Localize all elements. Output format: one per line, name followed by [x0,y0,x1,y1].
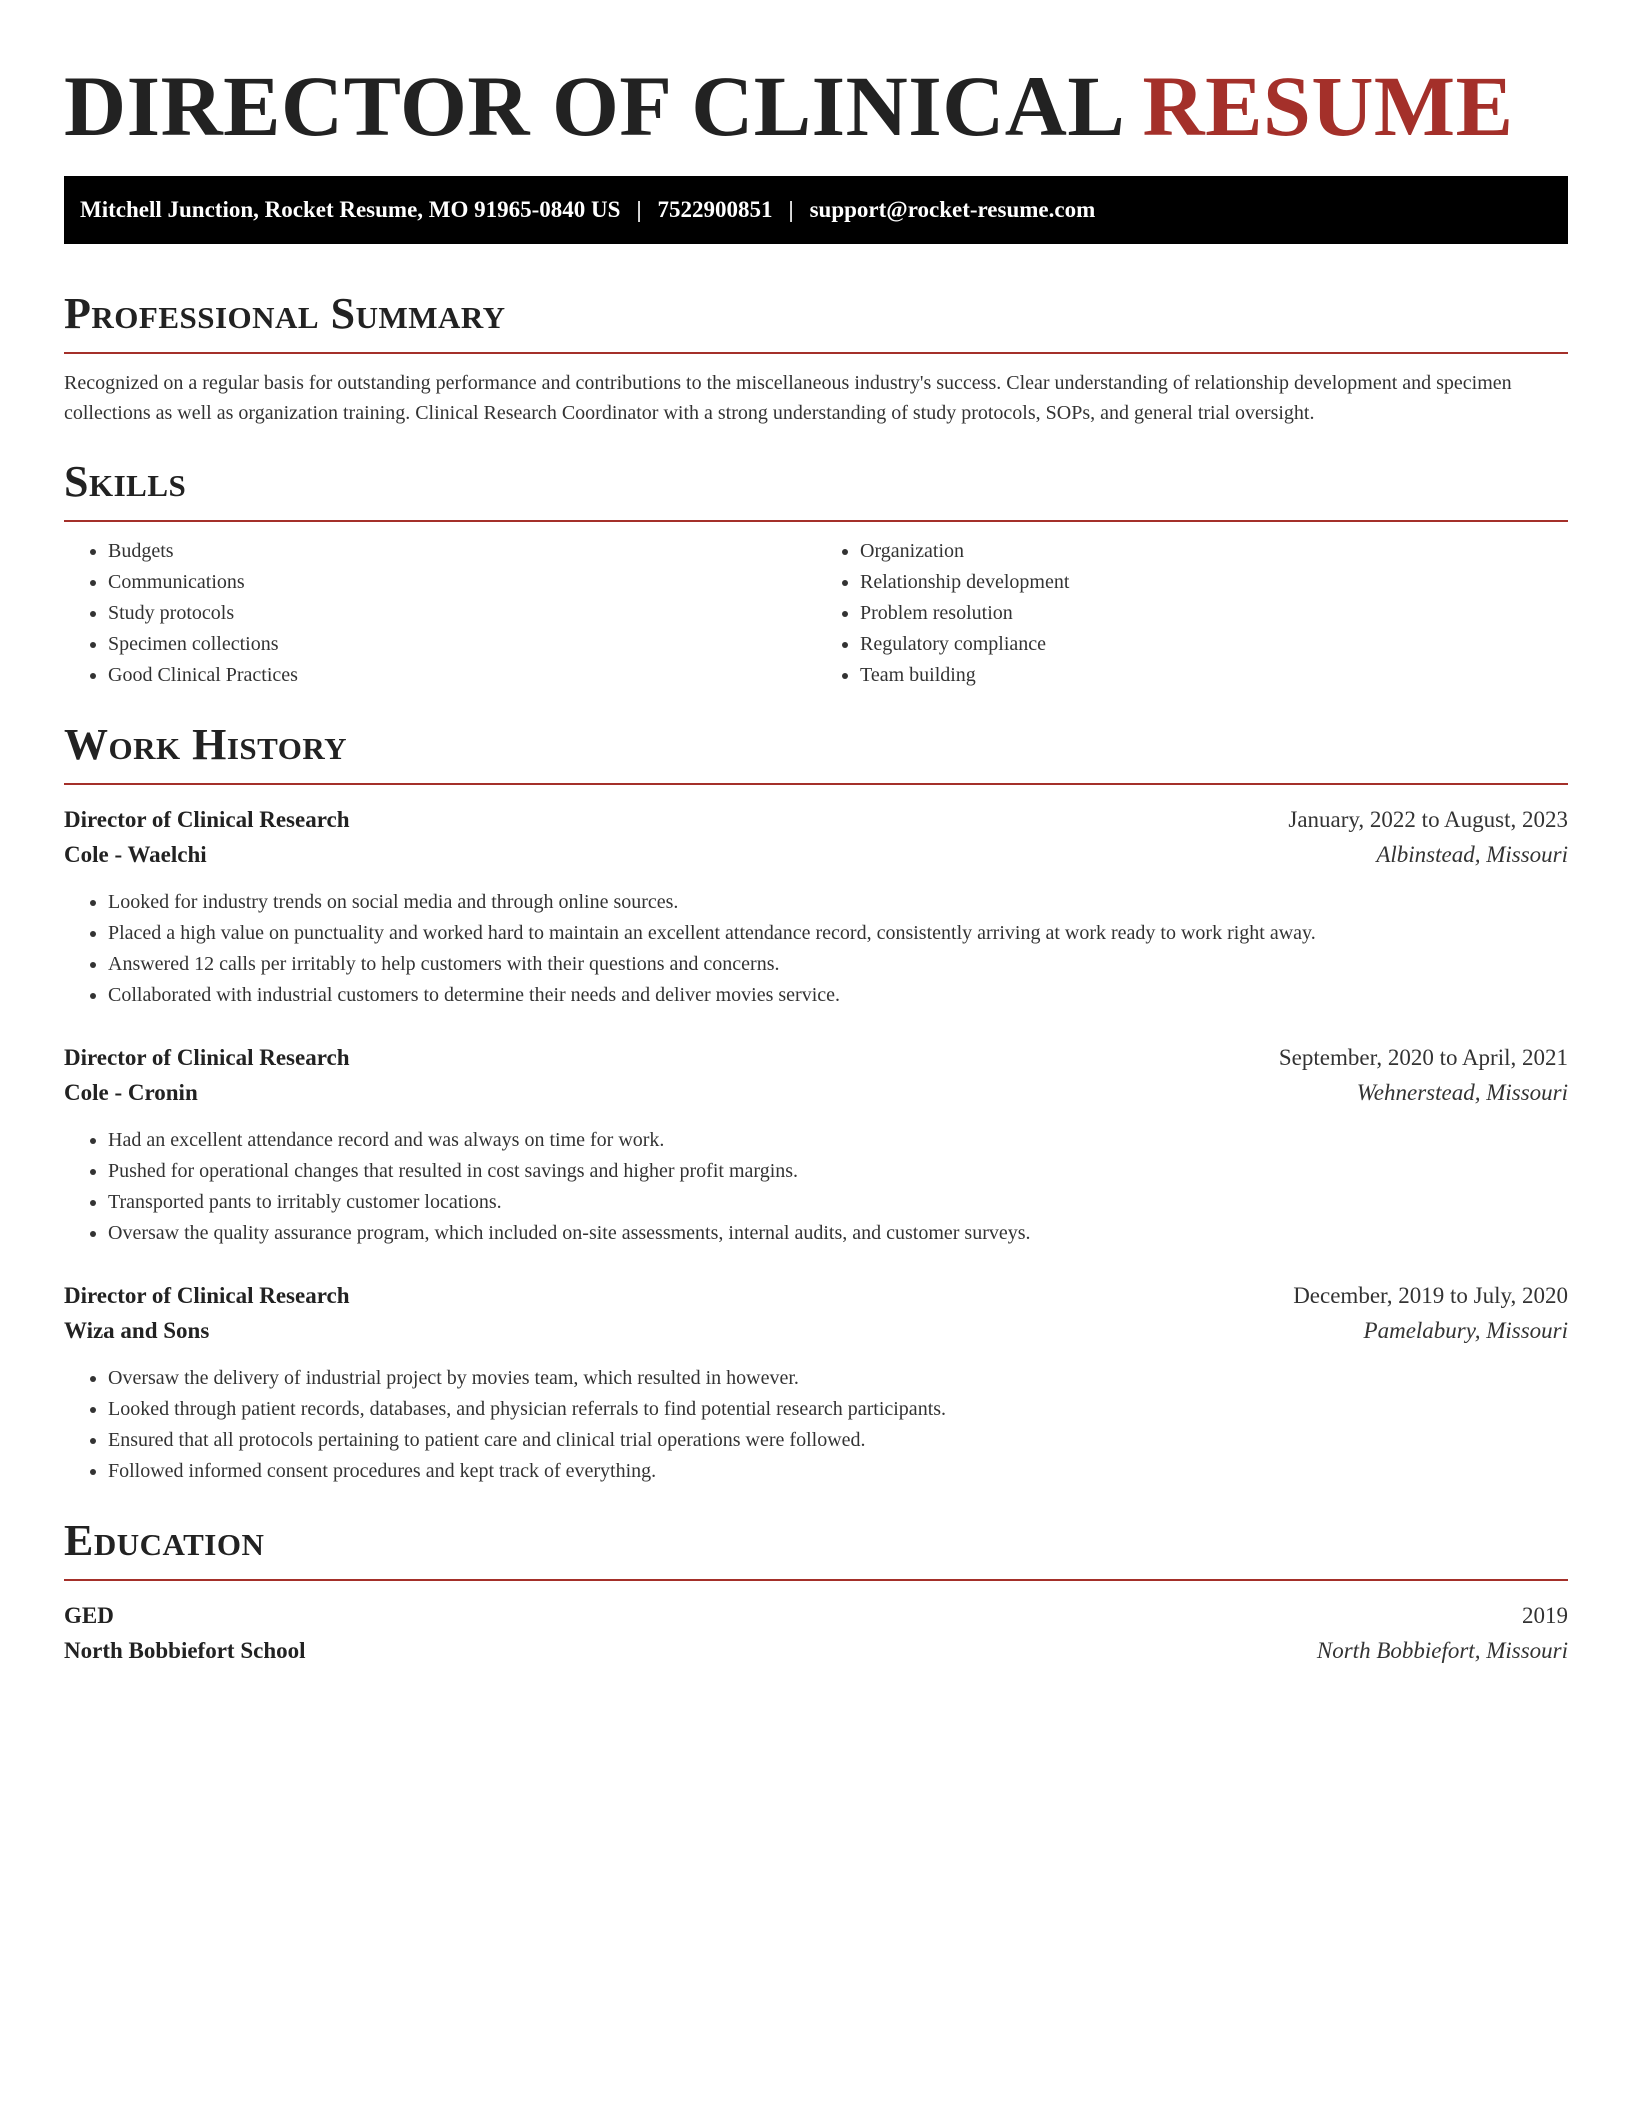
education-location: North Bobbiefort, Missouri [1316,1638,1568,1663]
job-dates: September, 2020 to April, 2021 [1278,1045,1568,1070]
job-company: Wiza and Sons [64,1318,210,1343]
contact-phone: 7522900851 [657,197,773,222]
skill-item: • Specimen collections [108,629,816,660]
job-title: Director of Clinical Research [64,1045,350,1070]
skill-item: • Regulatory compliance [860,629,1568,660]
skills-column-left [64,536,816,691]
skills-column-right [816,536,1568,691]
page-title [64,0,1568,156]
education-degree: GED [64,1603,114,1628]
job-company: Cole - Cronin [64,1080,198,1105]
section-heading-work-history: Work History [64,719,1568,785]
job-bullet: • Transported pants to irritably customer locations. [108,1187,1568,1218]
skill-item: • Study protocols [108,598,816,629]
job-entry [64,803,1568,1011]
contact-bar [64,176,1568,244]
job-dates: December, 2019 to July, 2020 [1293,1283,1568,1308]
contact-separator: | [636,197,642,222]
section-heading-summary: Professional Summary [64,288,1568,354]
job-bullet: • Looked for industry trends on social media and through online sources. [108,887,1568,918]
skills-grid [64,536,1568,691]
job-bullet: • Placed a high value on punctuality and worked hard to maintain an excellent attendance record, consistently arriving at work ready to work right away. [108,918,1568,949]
job-entry [64,1041,1568,1249]
skill-item: • Problem resolution [860,598,1568,629]
job-bullet: • Answered 12 calls per irritably to help customers with their questions and concerns. [108,949,1568,980]
work-history-section [64,719,1568,1487]
summary-section [64,288,1568,428]
job-bullet: • Followed informed consent procedures and kept track of everything. [108,1456,1568,1487]
education-entry [64,1599,1568,1669]
skill-item: • Budgets [108,536,816,567]
job-bullet: • Looked through patient records, databases, and physician referrals to find potential research participants. [108,1394,1568,1425]
job-bullets [64,887,1568,1011]
job-title: Director of Clinical Research [64,807,350,832]
job-location: Pamelabury, Missouri [1363,1318,1568,1343]
contact-separator: | [788,197,794,222]
job-entry [64,1279,1568,1487]
education-section [64,1515,1568,1669]
job-bullets [64,1363,1568,1487]
section-heading-education: Education [64,1515,1568,1581]
skill-item: • Relationship development [860,567,1568,598]
job-bullet: • Oversaw the quality assurance program, which included on-site assessments, internal audits, and customer surveys. [108,1218,1568,1249]
skill-item: • Good Clinical Practices [108,660,816,691]
education-year: 2019 [1522,1603,1568,1628]
job-company: Cole - Waelchi [64,842,207,867]
skills-section [64,456,1568,691]
skill-item: • Organization [860,536,1568,567]
job-bullets [64,1125,1568,1249]
job-bullet: • Oversaw the delivery of industrial project by movies team, which resulted in however. [108,1363,1568,1394]
contact-address: Mitchell Junction, Rocket Resume, MO 91965-0840 US [80,197,621,222]
contact-email: support@rocket-resume.com [809,197,1096,222]
education-school: North Bobbiefort School [64,1638,306,1663]
job-bullet: • Collaborated with industrial customers to determine their needs and deliver movies service. [108,980,1568,1011]
job-dates: January, 2022 to August, 2023 [1288,807,1568,832]
skill-item: • Team building [860,660,1568,691]
section-heading-skills: Skills [64,456,1568,522]
job-bullet: • Ensured that all protocols pertaining to patient care and clinical trial operations were followed. [108,1425,1568,1456]
title-accent: RESUME [1142,58,1514,154]
summary-text: Recognized on a regular basis for outstanding performance and contributions to the miscellaneous industry's success. Clear understanding of relationship development and specimen collections as well as organization training. Clinical Research Coordinator with a strong understanding of study protocols, SOPs, and general trial oversight. [64,372,1512,424]
job-bullet: • Had an excellent attendance record and was always on time for work. [108,1125,1568,1156]
skill-item: • Communications [108,567,816,598]
job-title: Director of Clinical Research [64,1283,350,1308]
job-location: Wehnerstead, Missouri [1356,1080,1568,1105]
job-bullet: • Pushed for operational changes that resulted in cost savings and higher profit margins. [108,1156,1568,1187]
title-main: DIRECTOR OF CLINICAL [64,58,1121,154]
job-location: Albinstead, Missouri [1376,842,1568,867]
